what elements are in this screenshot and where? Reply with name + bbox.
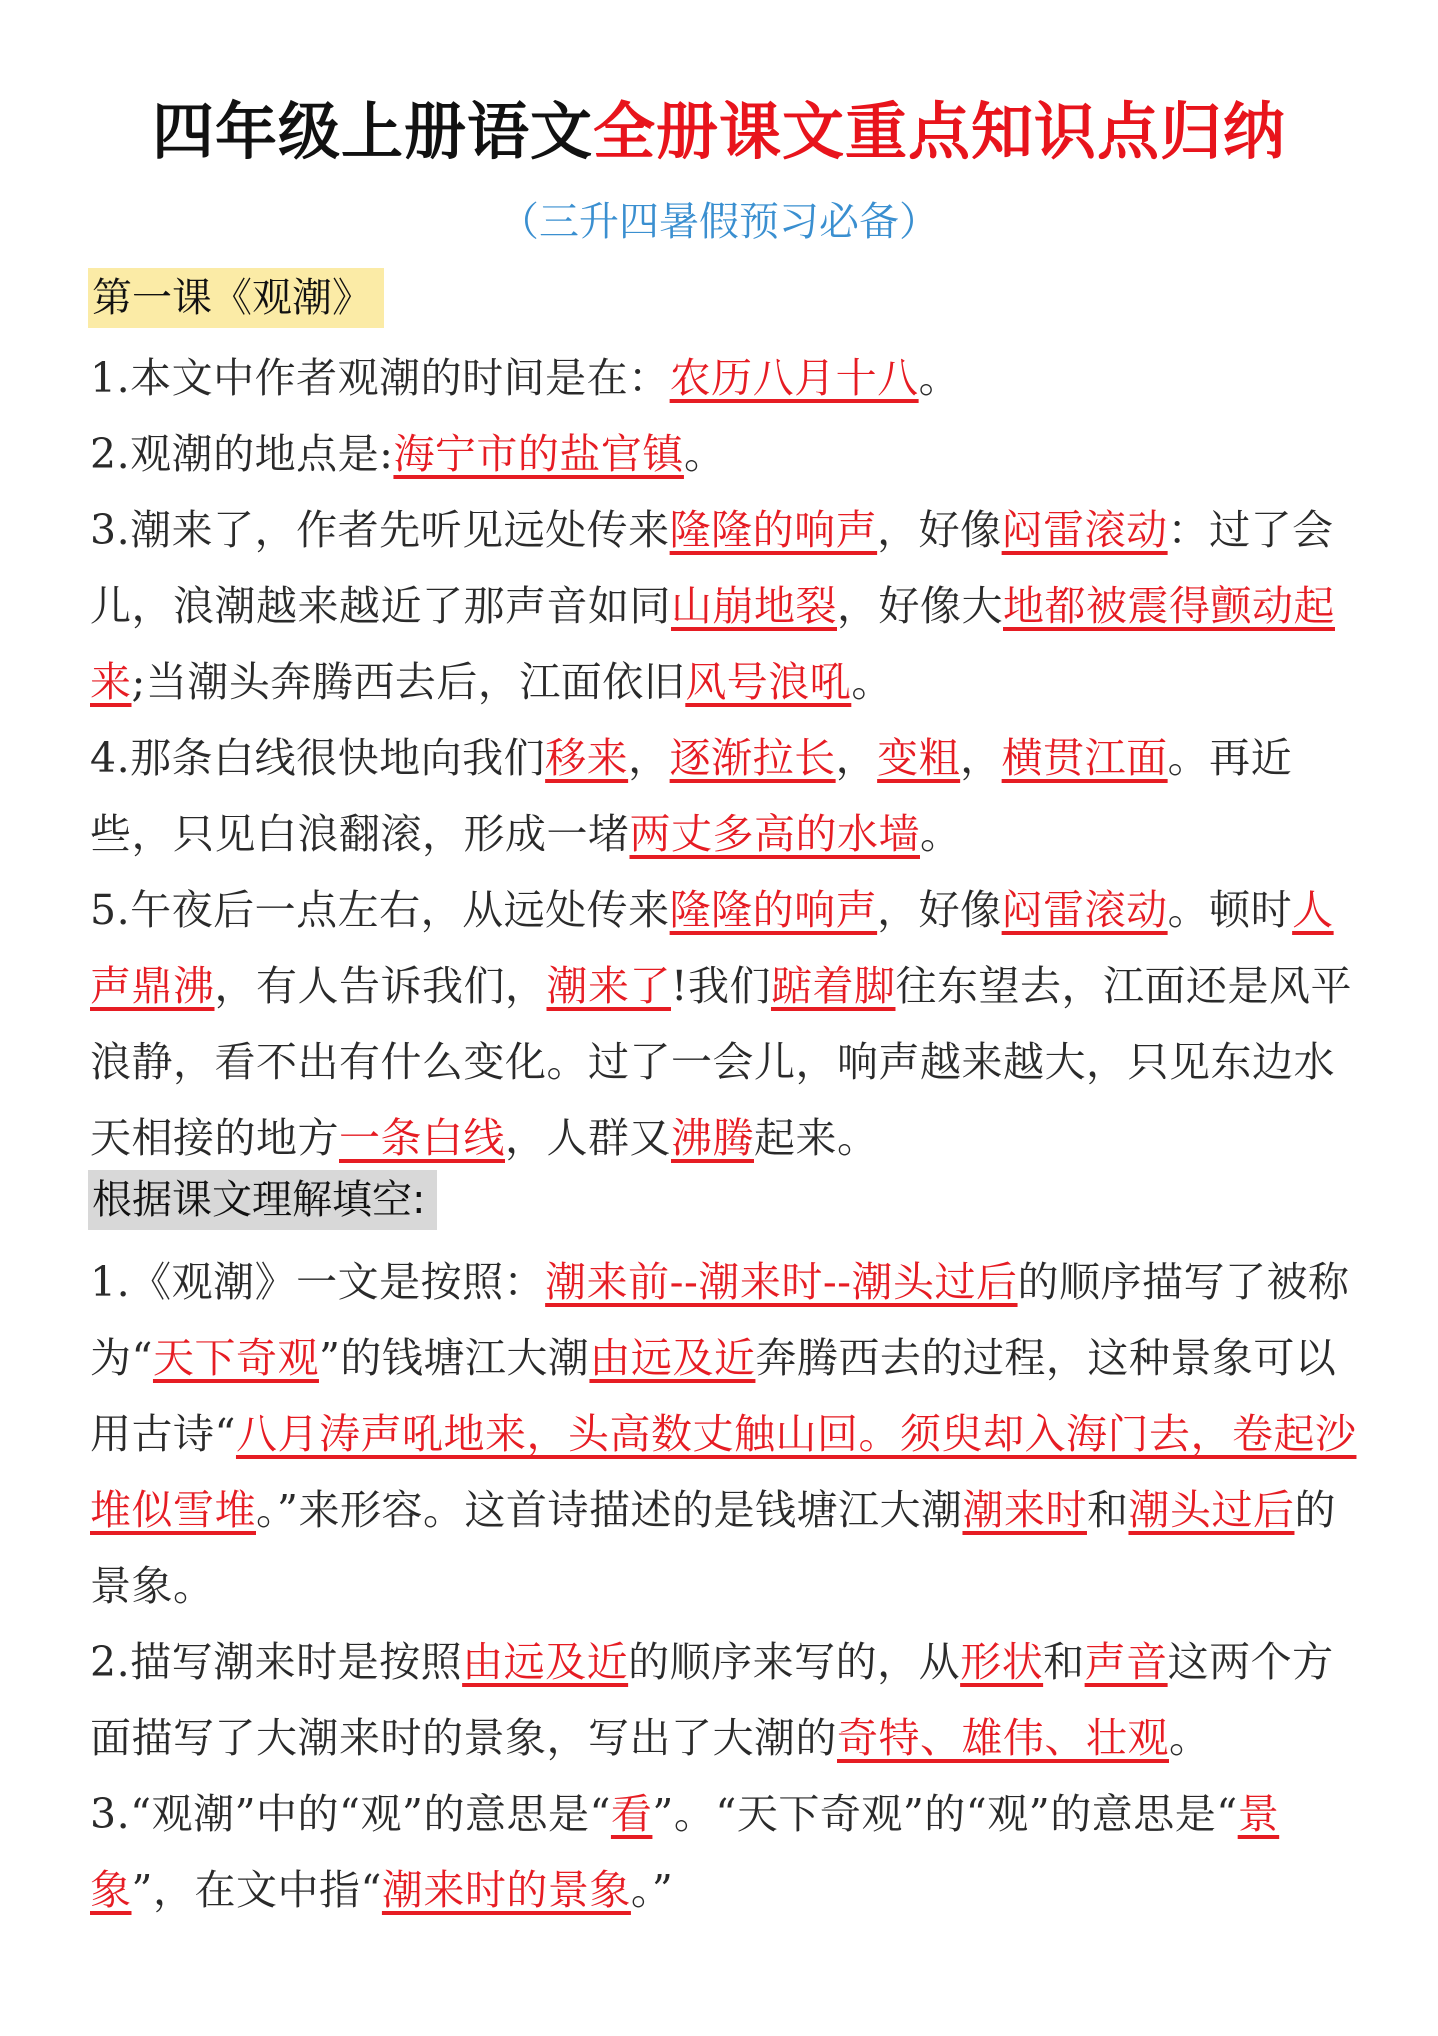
answer-text: 变粗 [877,734,961,782]
paragraph [90,340,1358,416]
answer-text: 地都被震得颤动起来 [90,582,1335,706]
body-text: ”的钱塘江大潮 [318,1334,590,1382]
body-text: 2.描写潮来时是按照 [90,1638,463,1686]
exercise-heading: 根据课文理解填空: [88,1170,437,1230]
body-text: ;当潮头奔腾西去后，江面依旧 [131,658,686,706]
paragraph [90,416,1358,492]
answer-text: 海宁市的盐官镇 [393,430,684,478]
answer-text: 潮来时的景象 [381,1866,631,1914]
body-text: 。 [1169,1714,1211,1762]
page-title [0,82,1438,171]
body-text: 2.观潮的地点是: [90,430,394,478]
title-black-part: 四年级上册语文 [151,95,593,168]
body-text: 奔腾西去的过程，这种景象可以用古诗“ [90,1334,1337,1458]
answer-text: 景象 [90,1790,1280,1914]
body-text: ，有人告诉我们， [214,962,547,1010]
body-text: 。” [630,1866,674,1914]
body-text: 起来。 [754,1114,879,1162]
body-text: 和 [1086,1486,1129,1534]
body-text: 的景象。 [90,1486,1336,1610]
body-text: 往东望去，江面还是风平浪静，看不出有什么变化。过了一会儿，响声越来越大，只见东边水天相接的地方 [90,962,1352,1162]
answer-text: 潮来了 [546,962,671,1010]
body-text: 1.本文中作者观潮的时间是在： [90,354,670,402]
body-text: ”。“天下奇观”的“观”的意思是“ [652,1790,1238,1838]
body-text: ”，在文中指“ [131,1866,382,1914]
answer-text: 潮头过后 [1128,1486,1295,1534]
paragraph [90,1244,1358,1624]
answer-text: 天下奇观 [152,1334,319,1382]
body-text: ，好像 [877,506,1002,554]
body-text: 这两个方面描写了大潮来时的景象，写出了大潮的 [90,1638,1334,1762]
body-text: 。顿时 [1167,886,1293,934]
body-text: ，好像大 [837,582,1003,630]
body-text: ， [960,734,1002,782]
paragraph [90,1776,1358,1928]
body-text: 。”来形容。这首诗描述的是钱塘江大潮 [256,1486,963,1534]
answer-text: 潮来前--潮来时--潮头过后 [545,1258,1018,1306]
paragraph [90,492,1358,720]
answer-text: 由远及近 [589,1334,756,1382]
body-text: 。再近些，只见白浪翻滚，形成一堵 [90,734,1293,858]
answer-text: 两丈多高的水墙 [629,810,920,858]
paragraph [90,872,1358,1176]
answer-text: 移来 [545,734,629,782]
body-text: ，人群又 [505,1114,671,1162]
answer-text: 横贯江面 [1001,734,1168,782]
body-text: ， [835,734,878,782]
answer-text: 隆隆的响声 [669,506,878,554]
body-text: 3.“观潮”中的“观”的意思是“ [90,1790,611,1838]
body-text: !我们 [671,962,771,1010]
answer-text: 隆隆的响声 [669,886,878,934]
body-text: 。 [683,430,726,478]
body-text: 的顺序来写的，从 [628,1638,961,1686]
body-text: 的顺序描写了被称为“ [90,1258,1350,1382]
answer-text: 形状 [960,1638,1044,1686]
answer-text: 由远及近 [462,1638,629,1686]
answer-text: 八月涛声吼地来，头高数丈触山回。须臾却入海门去，卷起沙堆似雪堆 [90,1410,1357,1534]
answer-text: 逐渐拉长 [669,734,836,782]
answer-text: 看 [610,1790,653,1838]
body-text: ， [628,734,670,782]
body-text: 和 [1043,1638,1085,1686]
title-red-part: 全册课文重点知识点归纳 [593,95,1287,168]
body-text: ：过了会儿，浪潮越来越近了那声音如同 [90,506,1334,630]
answer-text: 潮来时 [962,1486,1087,1534]
answer-text: 奇特、雄伟、壮观 [837,1714,1169,1762]
answer-text: 声音 [1084,1638,1168,1686]
body-text: 。 [920,810,962,858]
body-text: 5.午夜后一点左右，从远处传来 [90,886,670,934]
paragraph [90,1624,1358,1776]
answer-text: 闷雷滚动 [1001,886,1168,934]
body-text: 1.《观潮》一文是按照： [90,1258,546,1306]
answer-text: 风号浪吼 [685,658,852,706]
answer-text: 踮着脚 [770,962,896,1010]
answer-text: 沸腾 [671,1114,754,1162]
lesson-heading: 第一课《观潮》 [88,268,384,328]
body-text: 4.那条白线很快地向我们 [90,734,546,782]
body-text: 3.潮来了，作者先听见远处传来 [90,506,670,554]
answer-text: 人声鼎沸 [90,886,1334,1010]
answer-text: 农历八月十八 [669,354,919,402]
body-text: ，好像 [877,886,1002,934]
paragraph [90,720,1358,872]
answer-text: 山崩地裂 [671,582,837,630]
answer-text: 一条白线 [339,1114,505,1162]
body-text: 。 [918,354,961,402]
page-subtitle: （三升四暑假预习必备） [499,199,939,245]
answer-text: 闷雷滚动 [1001,506,1168,554]
body-text: 。 [851,658,893,706]
